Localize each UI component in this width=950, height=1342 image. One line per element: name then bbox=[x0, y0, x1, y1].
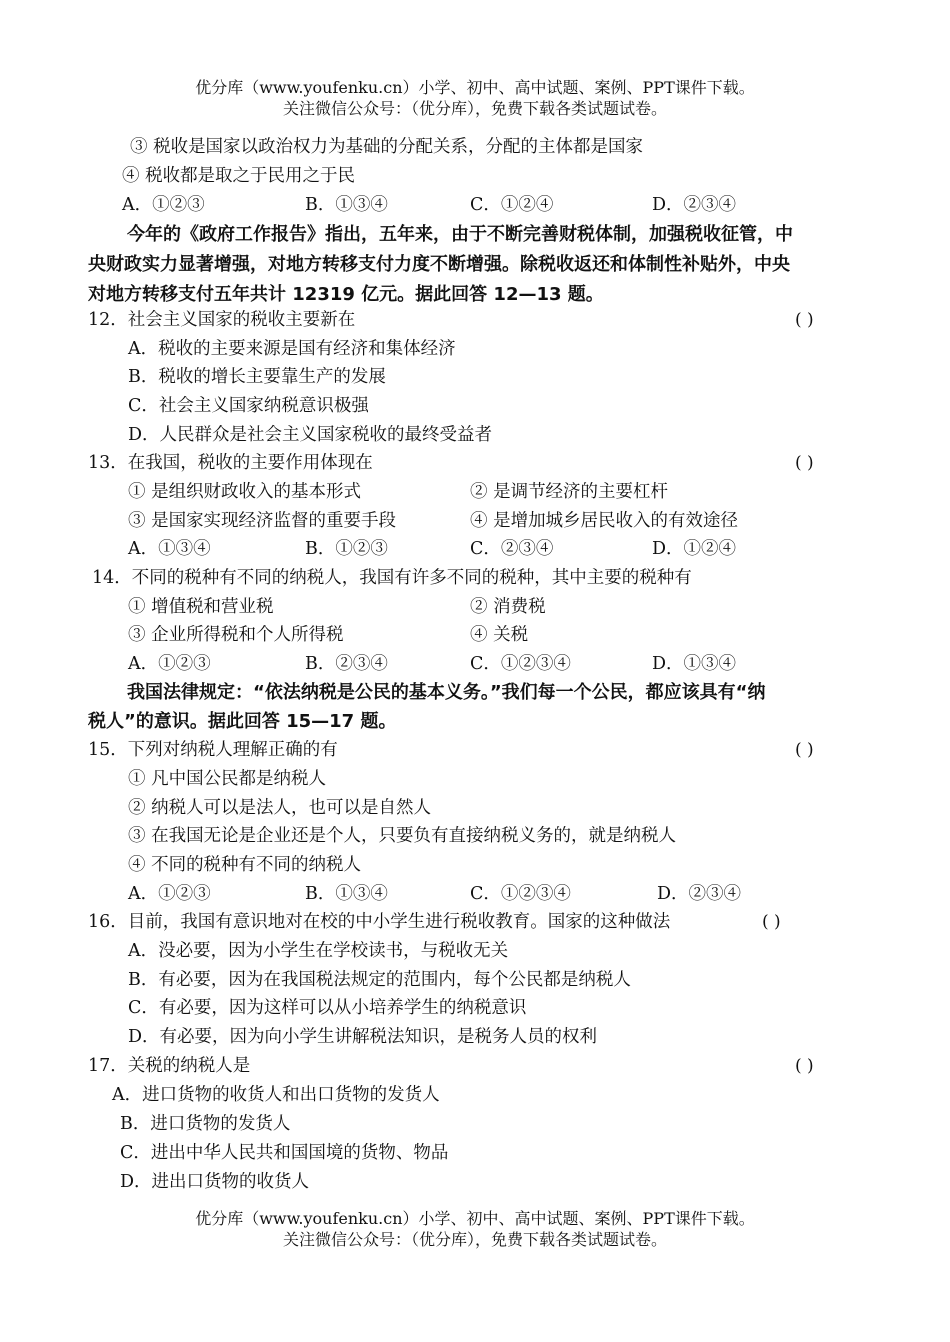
q12-stem: 12．社会主义国家的税收主要新在 bbox=[88, 310, 356, 330]
q12-answer-paren: ( ) bbox=[795, 310, 814, 330]
q15-option-c: C．①②③④ bbox=[470, 884, 571, 904]
q16-stem: 16．目前，我国有意识地对在校的中小学生进行税收教育。国家的这种做法 bbox=[88, 912, 671, 932]
q16-option-d: D．有必要，因为向小学生讲解税法知识，是税务人员的权利 bbox=[128, 1027, 598, 1047]
q11-option-b: B．①③④ bbox=[305, 195, 388, 215]
q13-item-3: ③ 是国家实现经济监督的重要手段 bbox=[128, 511, 397, 531]
q17-option-a: A．进口货物的收货人和出口货物的发货人 bbox=[112, 1085, 440, 1105]
q15-stem: 15．下列对纳税人理解正确的有 bbox=[88, 740, 338, 760]
q14-item-2: ② 消费税 bbox=[470, 597, 546, 617]
q17-option-b: B．进口货物的发货人 bbox=[120, 1114, 291, 1134]
q16-answer-paren: ( ) bbox=[762, 912, 781, 932]
q13-item-4: ④ 是增加城乡居民收入的有效途径 bbox=[470, 511, 739, 531]
q17-option-d: D．进出口货物的收货人 bbox=[120, 1172, 310, 1192]
q13-option-a: A．①③④ bbox=[128, 539, 211, 559]
q13-option-c: C．②③④ bbox=[470, 539, 554, 559]
passage1-line-1: 今年的《政府工作报告》指出，五年来，由于不断完善财税体制，加强税收征管，中 bbox=[127, 224, 793, 245]
q15-option-b: B．①③④ bbox=[305, 884, 388, 904]
footer-line-2: 关注微信公众号：（优分库），免费下载各类试题试卷。 bbox=[282, 1230, 667, 1249]
q11-item-4: ④ 税收都是取之于民用之于民 bbox=[122, 166, 356, 186]
q17-answer-paren: ( ) bbox=[795, 1056, 814, 1076]
q13-item-1: ① 是组织财政收入的基本形式 bbox=[128, 482, 362, 502]
header-line-1: 优分库（www.youfenku.cn）小学、初中、高中试题、案例、PPT课件下载。 bbox=[195, 78, 755, 97]
q13-stem: 13．在我国，税收的主要作用体现在 bbox=[88, 453, 373, 473]
q11-option-d: D．②③④ bbox=[652, 195, 737, 215]
passage2-line-1: 我国法律规定：“依法纳税是公民的基本义务。”我们每一个公民，都应该具有“纳 bbox=[127, 682, 766, 703]
q13-item-2: ② 是调节经济的主要杠杆 bbox=[470, 482, 669, 502]
passage1-line-3: 对地方转移支付五年共计 12319 亿元。据此回答 12—13 题。 bbox=[88, 284, 604, 305]
q14-item-3: ③ 企业所得税和个人所得税 bbox=[128, 625, 344, 645]
q14-stem: 14．不同的税种有不同的纳税人，我国有许多不同的税种，其中主要的税种有 bbox=[92, 568, 692, 588]
q14-option-b: B．②③④ bbox=[305, 654, 388, 674]
footer-line-1: 优分库（www.youfenku.cn）小学、初中、高中试题、案例、PPT课件下载。 bbox=[195, 1209, 755, 1228]
q15-item-4: ④ 不同的税种有不同的纳税人 bbox=[128, 855, 362, 875]
q11-option-c: C．①②④ bbox=[470, 195, 554, 215]
passage1-line-2: 央财政实力显著增强，对地方转移支付力度不断增强。除税收返还和体制性补贴外，中央 bbox=[88, 254, 790, 275]
q15-option-d: D．②③④ bbox=[657, 884, 742, 904]
q13-option-d: D．①②④ bbox=[652, 539, 737, 559]
passage2-line-2: 税人”的意识。据此回答 15—17 题。 bbox=[88, 711, 397, 732]
q12-option-c: C．社会主义国家纳税意识极强 bbox=[128, 396, 369, 416]
q16-option-c: C．有必要，因为这样可以从小培养学生的纳税意识 bbox=[128, 998, 527, 1018]
q11-item-3: ③ 税收是国家以政治权力为基础的分配关系，分配的主体都是国家 bbox=[130, 137, 644, 157]
q14-option-a: A．①②③ bbox=[128, 654, 211, 674]
q14-option-d: D．①③④ bbox=[652, 654, 737, 674]
q13-answer-paren: ( ) bbox=[795, 453, 814, 473]
q15-item-3: ③ 在我国无论是企业还是个人，只要负有直接纳税义务的，就是纳税人 bbox=[128, 826, 677, 846]
q14-item-4: ④ 关税 bbox=[470, 625, 529, 645]
q11-option-a: A．①②③ bbox=[122, 195, 205, 215]
q14-option-c: C．①②③④ bbox=[470, 654, 571, 674]
q16-option-b: B．有必要，因为在我国税法规定的范围内，每个公民都是纳税人 bbox=[128, 970, 631, 990]
q13-option-b: B．①②③ bbox=[305, 539, 388, 559]
q17-stem: 17．关税的纳税人是 bbox=[88, 1056, 251, 1076]
q12-option-a: A．税收的主要来源是国有经济和集体经济 bbox=[128, 339, 456, 359]
q14-item-1: ① 增值税和营业税 bbox=[128, 597, 274, 617]
q16-option-a: A．没必要，因为小学生在学校读书，与税收无关 bbox=[128, 941, 509, 961]
q12-option-b: B．税收的增长主要靠生产的发展 bbox=[128, 367, 386, 387]
q17-option-c: C．进出中华人民共和国国境的货物、物品 bbox=[120, 1143, 449, 1163]
header-line-2: 关注微信公众号：（优分库），免费下载各类试题试卷。 bbox=[282, 99, 667, 118]
q15-answer-paren: ( ) bbox=[795, 740, 814, 760]
q15-item-2: ② 纳税人可以是法人，也可以是自然人 bbox=[128, 798, 432, 818]
q12-option-d: D．人民群众是社会主义国家税收的最终受益者 bbox=[128, 425, 493, 445]
q15-option-a: A．①②③ bbox=[128, 884, 211, 904]
q15-item-1: ① 凡中国公民都是纳税人 bbox=[128, 769, 327, 789]
